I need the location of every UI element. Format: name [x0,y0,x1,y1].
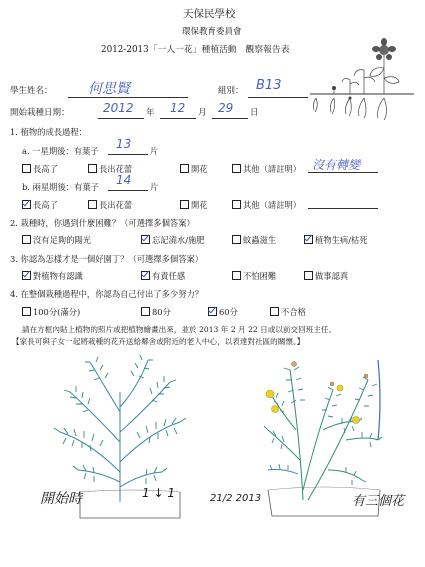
q3-options [0,270,425,283]
q4-options [0,306,425,319]
q1b-prefix: b. 兩星期後：有葉子 [22,182,99,192]
student-name-label: 學生姓名： [10,86,53,96]
day-underline [212,118,248,119]
option-label: 長高了 [33,200,58,210]
q2-option-3[interactable] [304,234,368,246]
year-underline [98,118,144,119]
q2-checkbox-0[interactable] [22,235,31,244]
q1a-unit: 片 [150,146,159,156]
class-value: B13 [256,78,282,93]
q3-option-2[interactable] [232,270,276,282]
q1b-option-other[interactable] [232,199,301,211]
q4-option-2[interactable] [208,306,238,318]
q1a-count: 13 [116,137,132,151]
q1b-other-underline [308,208,378,209]
q4-checkbox-2[interactable] [208,307,217,316]
q2-option-1[interactable] [141,234,205,246]
q1b-options [0,199,425,212]
q3-title: 3. 你認為怎樣才是一個好園丁？（可選擇多個答案） [10,254,204,264]
q1b-checkbox-3[interactable] [232,200,241,209]
q3-checkbox-3[interactable] [304,271,313,280]
option-label: 不合格 [281,307,306,317]
option-label: 長出花蕾 [99,164,133,174]
class-label: 組別： [218,86,244,96]
q1b-count: 14 [116,173,132,187]
committee-name: 環保教育委員會 [182,27,242,37]
left-drawing-mark: 1 ↓ 1 [142,486,175,500]
q1a-option-bloom[interactable] [180,163,208,175]
q3-option-1[interactable] [141,270,185,282]
option-label: 長出花蕾 [99,200,133,210]
option-label: 有責任感 [152,271,186,281]
option-label: 對植物有認識 [33,271,83,281]
q1-title: 1. 植物的成長過程： [10,127,87,137]
q2-options [0,234,425,247]
option-label: 80分 [152,307,171,317]
q1b-unit: 片 [150,182,159,192]
q3-checkbox-0[interactable] [22,271,31,280]
q2-title: 2. 栽種時，你遇到什麼困難？（可選擇多個答案） [10,218,195,228]
start-date-label: 開始栽種日期： [10,108,70,118]
q4-title: 4. 在整個栽種過程中，你認為自己付出了多少努力？ [10,289,204,299]
student-name-value: 何思賢 [88,81,130,97]
q3-option-3[interactable] [304,270,348,282]
instructions-line-1: 請在方框內貼上植物的照片或把植物繪畫出來，並於 2013 年 2 月 22 日或以前交回班主任。 [22,325,337,334]
q1b-count-underline [108,190,148,191]
q1a-options [0,163,425,176]
q1a-count-underline [108,154,148,155]
school-name: 天保民學校 [183,8,236,20]
left-drawing-caption: 開始時 [40,491,82,507]
q4-option-1[interactable] [141,306,171,318]
q1a-checkbox-2[interactable] [180,164,189,173]
q1b-checkbox-1[interactable] [88,200,97,209]
start-month: 12 [170,101,186,115]
start-year: 2012 [103,101,134,115]
q1a-prefix: a. 一星期後：有葉子 [22,146,99,156]
month-unit: 月 [198,108,207,118]
q3-checkbox-1[interactable] [141,271,150,280]
instructions-line-2: 【家長可與子女一起將栽種的花卉送給鄰舍或附近的老人中心，以表達對社區的關懷。】 [12,337,305,346]
q1a-option-grow[interactable] [22,163,58,175]
report-title: 2012-2013「一人一花」種植活動 觀察報告表 [101,45,290,55]
q4-option-0[interactable] [22,306,80,318]
q1a-other-value: 沒有轉變 [312,158,361,172]
option-label: 忘記澆水/施肥 [152,235,205,245]
option-label: 100分(滿分) [33,307,81,317]
option-label: 植物生病/枯死 [315,235,368,245]
q3-checkbox-2[interactable] [232,271,241,280]
q1a-checkbox-1[interactable] [88,164,97,173]
q1a-option-other[interactable] [232,163,301,175]
q1b-checkbox-0[interactable] [22,200,31,209]
option-label: 其他（請註明） [243,200,302,210]
option-label: 做事認真 [315,271,349,281]
q2-option-2[interactable] [232,234,276,246]
option-label: 沒有足夠的陽光 [33,235,92,245]
day-unit: 日 [250,108,259,118]
right-drawing-caption: 有三個花 [352,494,405,509]
start-day: 29 [218,101,234,115]
right-drawing-date: 21/2 2013 [210,493,262,504]
q1b-checkbox-2[interactable] [180,200,189,209]
q4-checkbox-0[interactable] [22,307,31,316]
q2-checkbox-2[interactable] [232,235,241,244]
month-underline [160,118,196,119]
q4-checkbox-1[interactable] [141,307,150,316]
class-underline [248,97,308,98]
option-label: 不怕困難 [243,271,277,281]
plant-growth-illustration [306,38,418,124]
q2-checkbox-3[interactable] [304,235,313,244]
q2-option-0[interactable] [22,234,91,246]
option-label: 開花 [191,200,208,210]
year-unit: 年 [146,108,155,118]
q1a-checkbox-0[interactable] [22,164,31,173]
q4-option-3[interactable] [270,306,306,318]
q3-option-0[interactable] [22,270,83,282]
option-label: 蚊蟲滋生 [243,235,277,245]
option-label: 長高了 [33,164,58,174]
option-label: 其他（請註明） [243,164,302,174]
option-label: 60分 [219,307,238,317]
q2-checkbox-1[interactable] [141,235,150,244]
q1b-option-bloom[interactable] [180,199,208,211]
option-label: 開花 [191,164,208,174]
q1b-option-grow[interactable] [22,199,58,211]
q4-checkbox-3[interactable] [270,307,279,316]
q1b-option-bud[interactable] [88,199,132,211]
q1a-checkbox-3[interactable] [232,164,241,173]
